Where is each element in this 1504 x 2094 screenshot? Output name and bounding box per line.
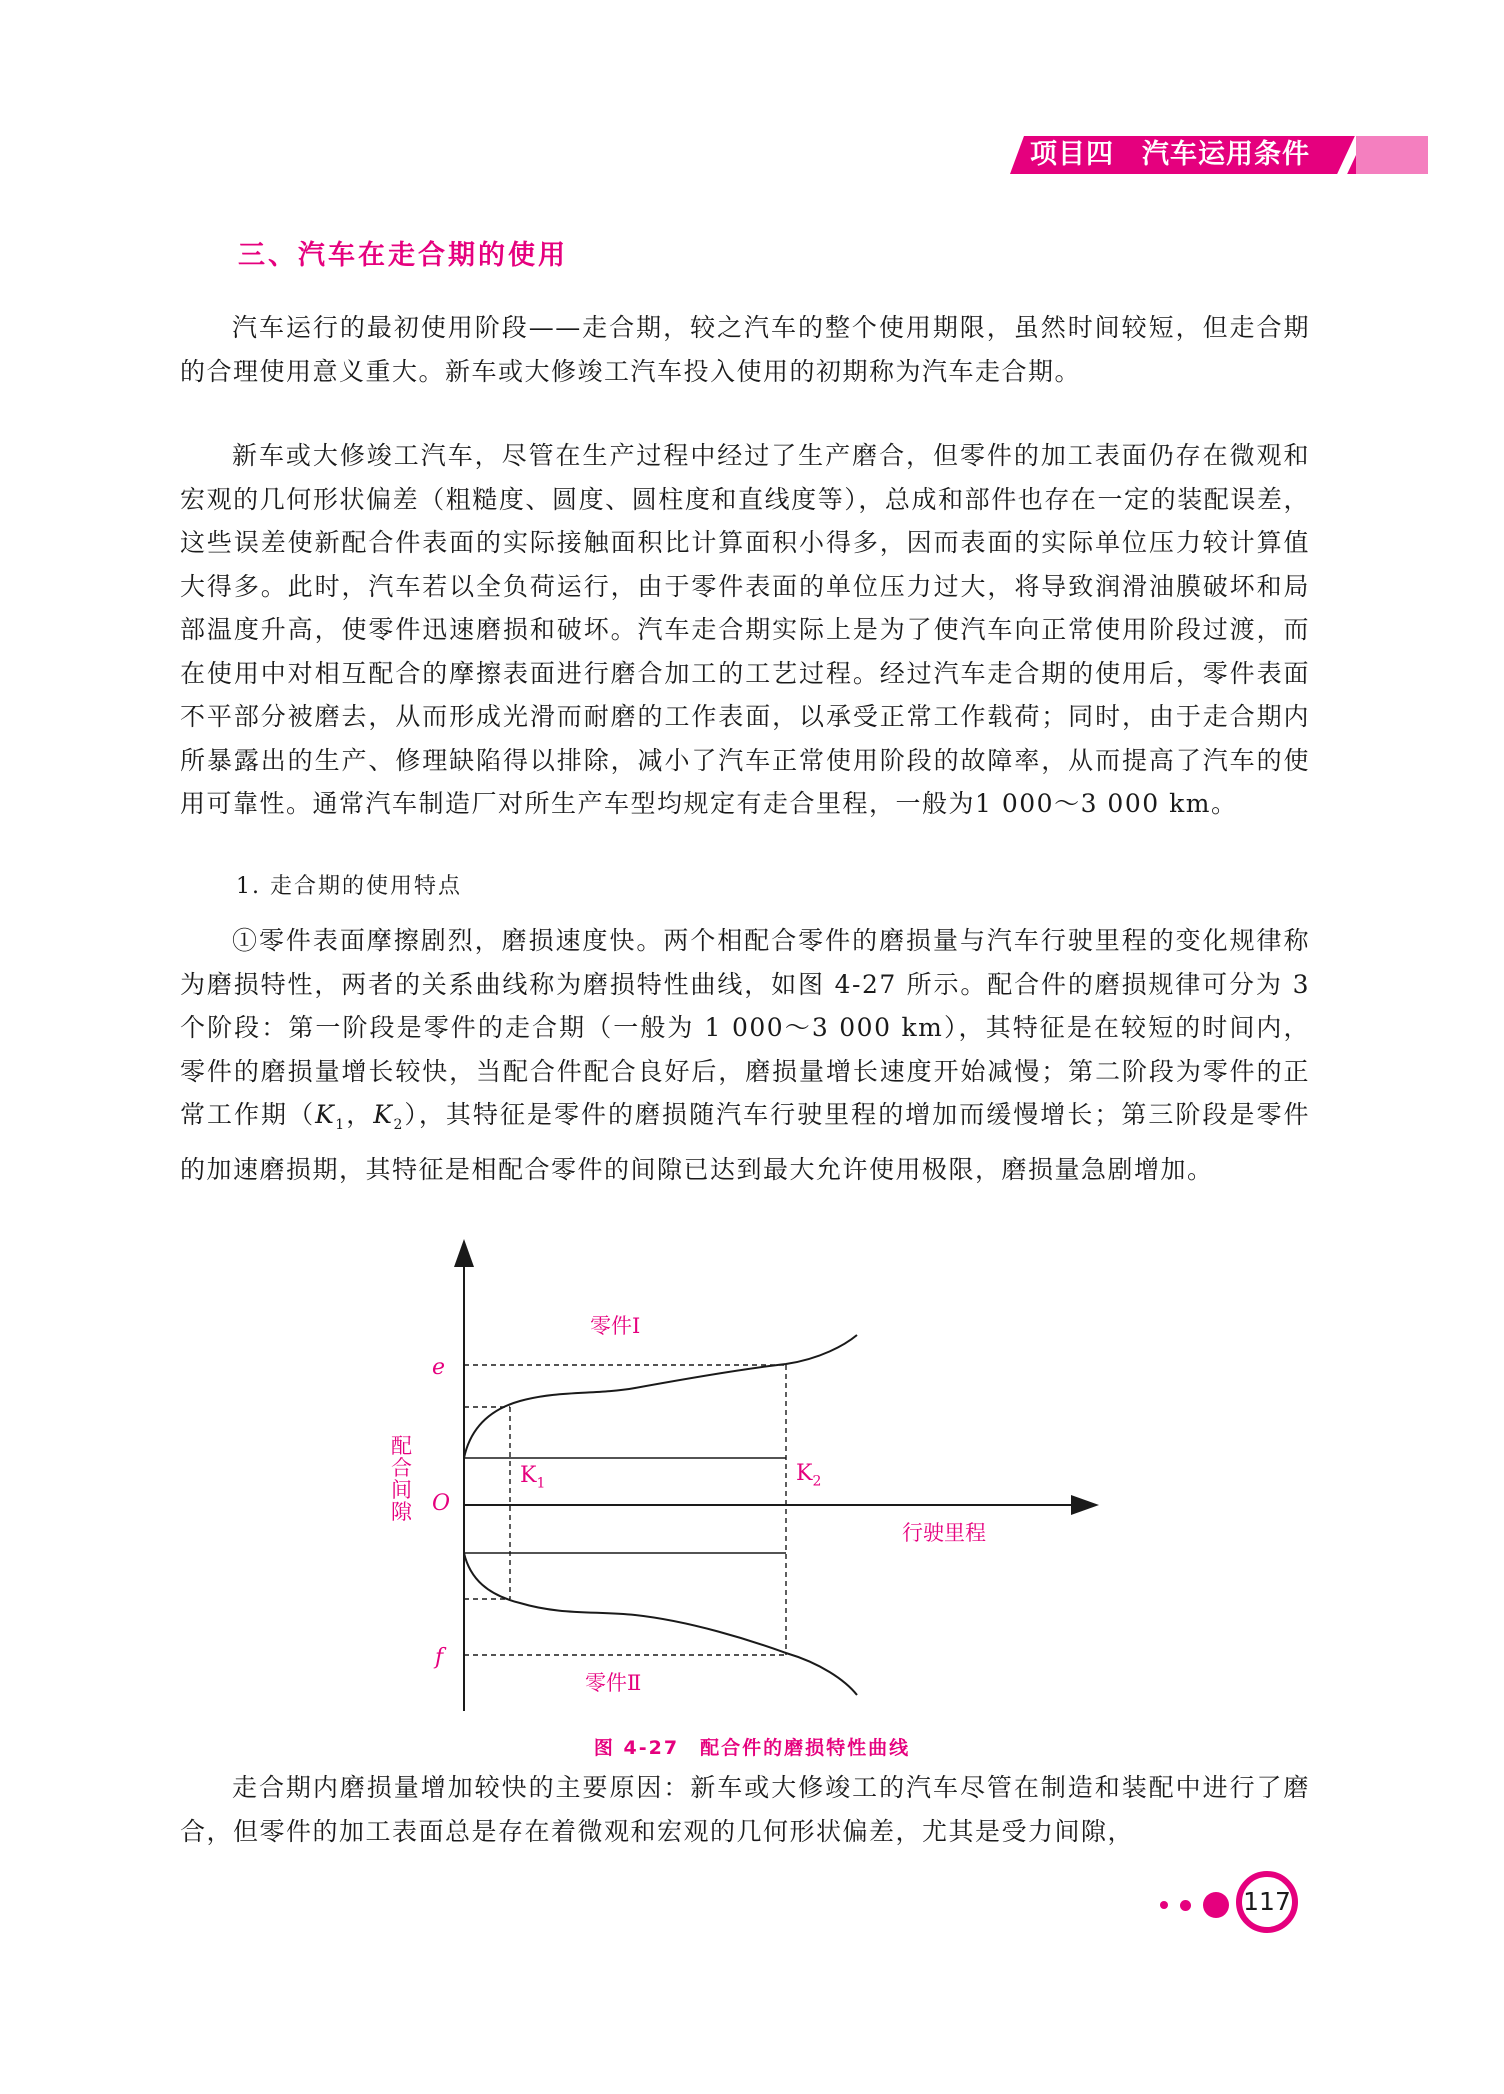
lower-wear-curve [464,1553,857,1695]
separator: ， [345,1100,374,1129]
page-dots [1160,1892,1229,1918]
paragraph-break-in: 新车或大修竣工汽车，尽管在生产过程中经过了生产磨合，但零件的加工表面仍存在微观和宏观的几何形状偏差（粗糙度、圆度、圆柱度和直线度等），总成和部件也存在一定的装配误差，这些误差使新配合件表面的实际接触面积比计算面积小得多，因而表面的实际单位压力较计算值大得多。此时，汽车若以全负荷运行，由于零件表面的单位压力过大，将导致润滑油膜破坏和局部温度升高，使零件迅速磨损和破坏。汽车走合期实际上是为了使汽车向正常使用阶段过渡，而在使用中对相互配合的摩擦表面进行磨合加工的工艺过程。经过汽车走合期的使用后，零件表面不平部分被磨去，从而形成光滑而耐磨的工作表面，以承受正常工作载荷；同时，由于走合期内所暴露出的生产、修理缺陷得以排除，减小了汽车正常使用阶段的故障率，从而提高了汽车的使用可靠性。通常汽车制造厂对所生产车型均规定有走合里程，一般为1 000～3 000 km。 [180,441,1310,818]
k1-symbol: K [315,1100,336,1129]
k1-subscript: 1 [335,1117,346,1133]
f-label: f [435,1645,444,1670]
y-axis-label: 配合间隙 [391,1434,412,1524]
part-one-label: 零件Ⅰ [590,1314,641,1338]
header-tail [1356,136,1428,174]
dot-icon [1160,1901,1168,1909]
subheading: 1. 走合期的使用特点 [236,874,462,899]
k1-index: 1 [536,1475,546,1492]
chapter-header: 项目四 汽车运用条件 [1030,139,1310,170]
e-label: e [432,1355,446,1380]
paragraph-intro: 汽车运行的最初使用阶段——走合期，较之汽车的整个使用期限，虽然时间较短，但走合期的合理使用意义重大。新车或大修竣工汽车投入使用的初期称为汽车走合期。 [180,313,1310,386]
wear-curve-figure [370,1235,1110,1715]
upper-wear-curve [464,1335,857,1458]
paragraph-wear-characteristics [180,919,1310,1191]
part-two-label: 零件Ⅱ [585,1671,642,1695]
k2-letter: K [796,1461,813,1486]
origin-label: O [432,1491,451,1516]
paragraph-text: ①零件表面摩擦剧烈，磨损速度快。两个相配合零件的磨损量与汽车行驶里程的变化规律称为磨损特性，两者的关系曲线称为磨损特性曲线，如图 4-27 所示。配合件的磨损规律可分为 3 个阶段：第一阶段是零件的走合期（一般为 1 000～3 000 km），其特征是在较短的时间内，零件的磨损量增长较快，当配合件配合良好后，磨损量增长速度开始减慢；第二阶段为零件的正常工作期（ [180,926,1310,1129]
k2-label [796,1461,821,1489]
wear-curve-diagram [370,1235,1110,1715]
figure-caption: 图 4-27 配合件的磨损特性曲线 [593,1737,911,1759]
page-number: 117 [1236,1871,1298,1933]
k2-symbol: K [373,1100,394,1129]
paragraph-break-in-causes: 走合期内磨损量增加较快的主要原因：新车或大修竣工的汽车尽管在制造和装配中进行了磨合，但零件的加工表面总是存在着微观和宏观的几何形状偏差，尤其是受力间隙， [180,1773,1310,1846]
k2-subscript: 2 [393,1117,404,1133]
k1-label [520,1463,545,1491]
k1-letter: K [520,1463,537,1488]
dot-icon [1203,1892,1229,1918]
section-title: 三、汽车在走合期的使用 [238,240,568,271]
k2-index: 2 [812,1473,822,1490]
paragraph-text: ），其特征是零件的磨损随汽车行驶里程的增加而缓慢增长；第三阶段是零件的加速磨损期，其特征是相配合零件的间隙已达到最大允许使用极限，磨损量急剧增加。 [180,1100,1310,1184]
dot-icon [1180,1900,1191,1911]
x-axis-label: 行驶里程 [902,1521,986,1545]
